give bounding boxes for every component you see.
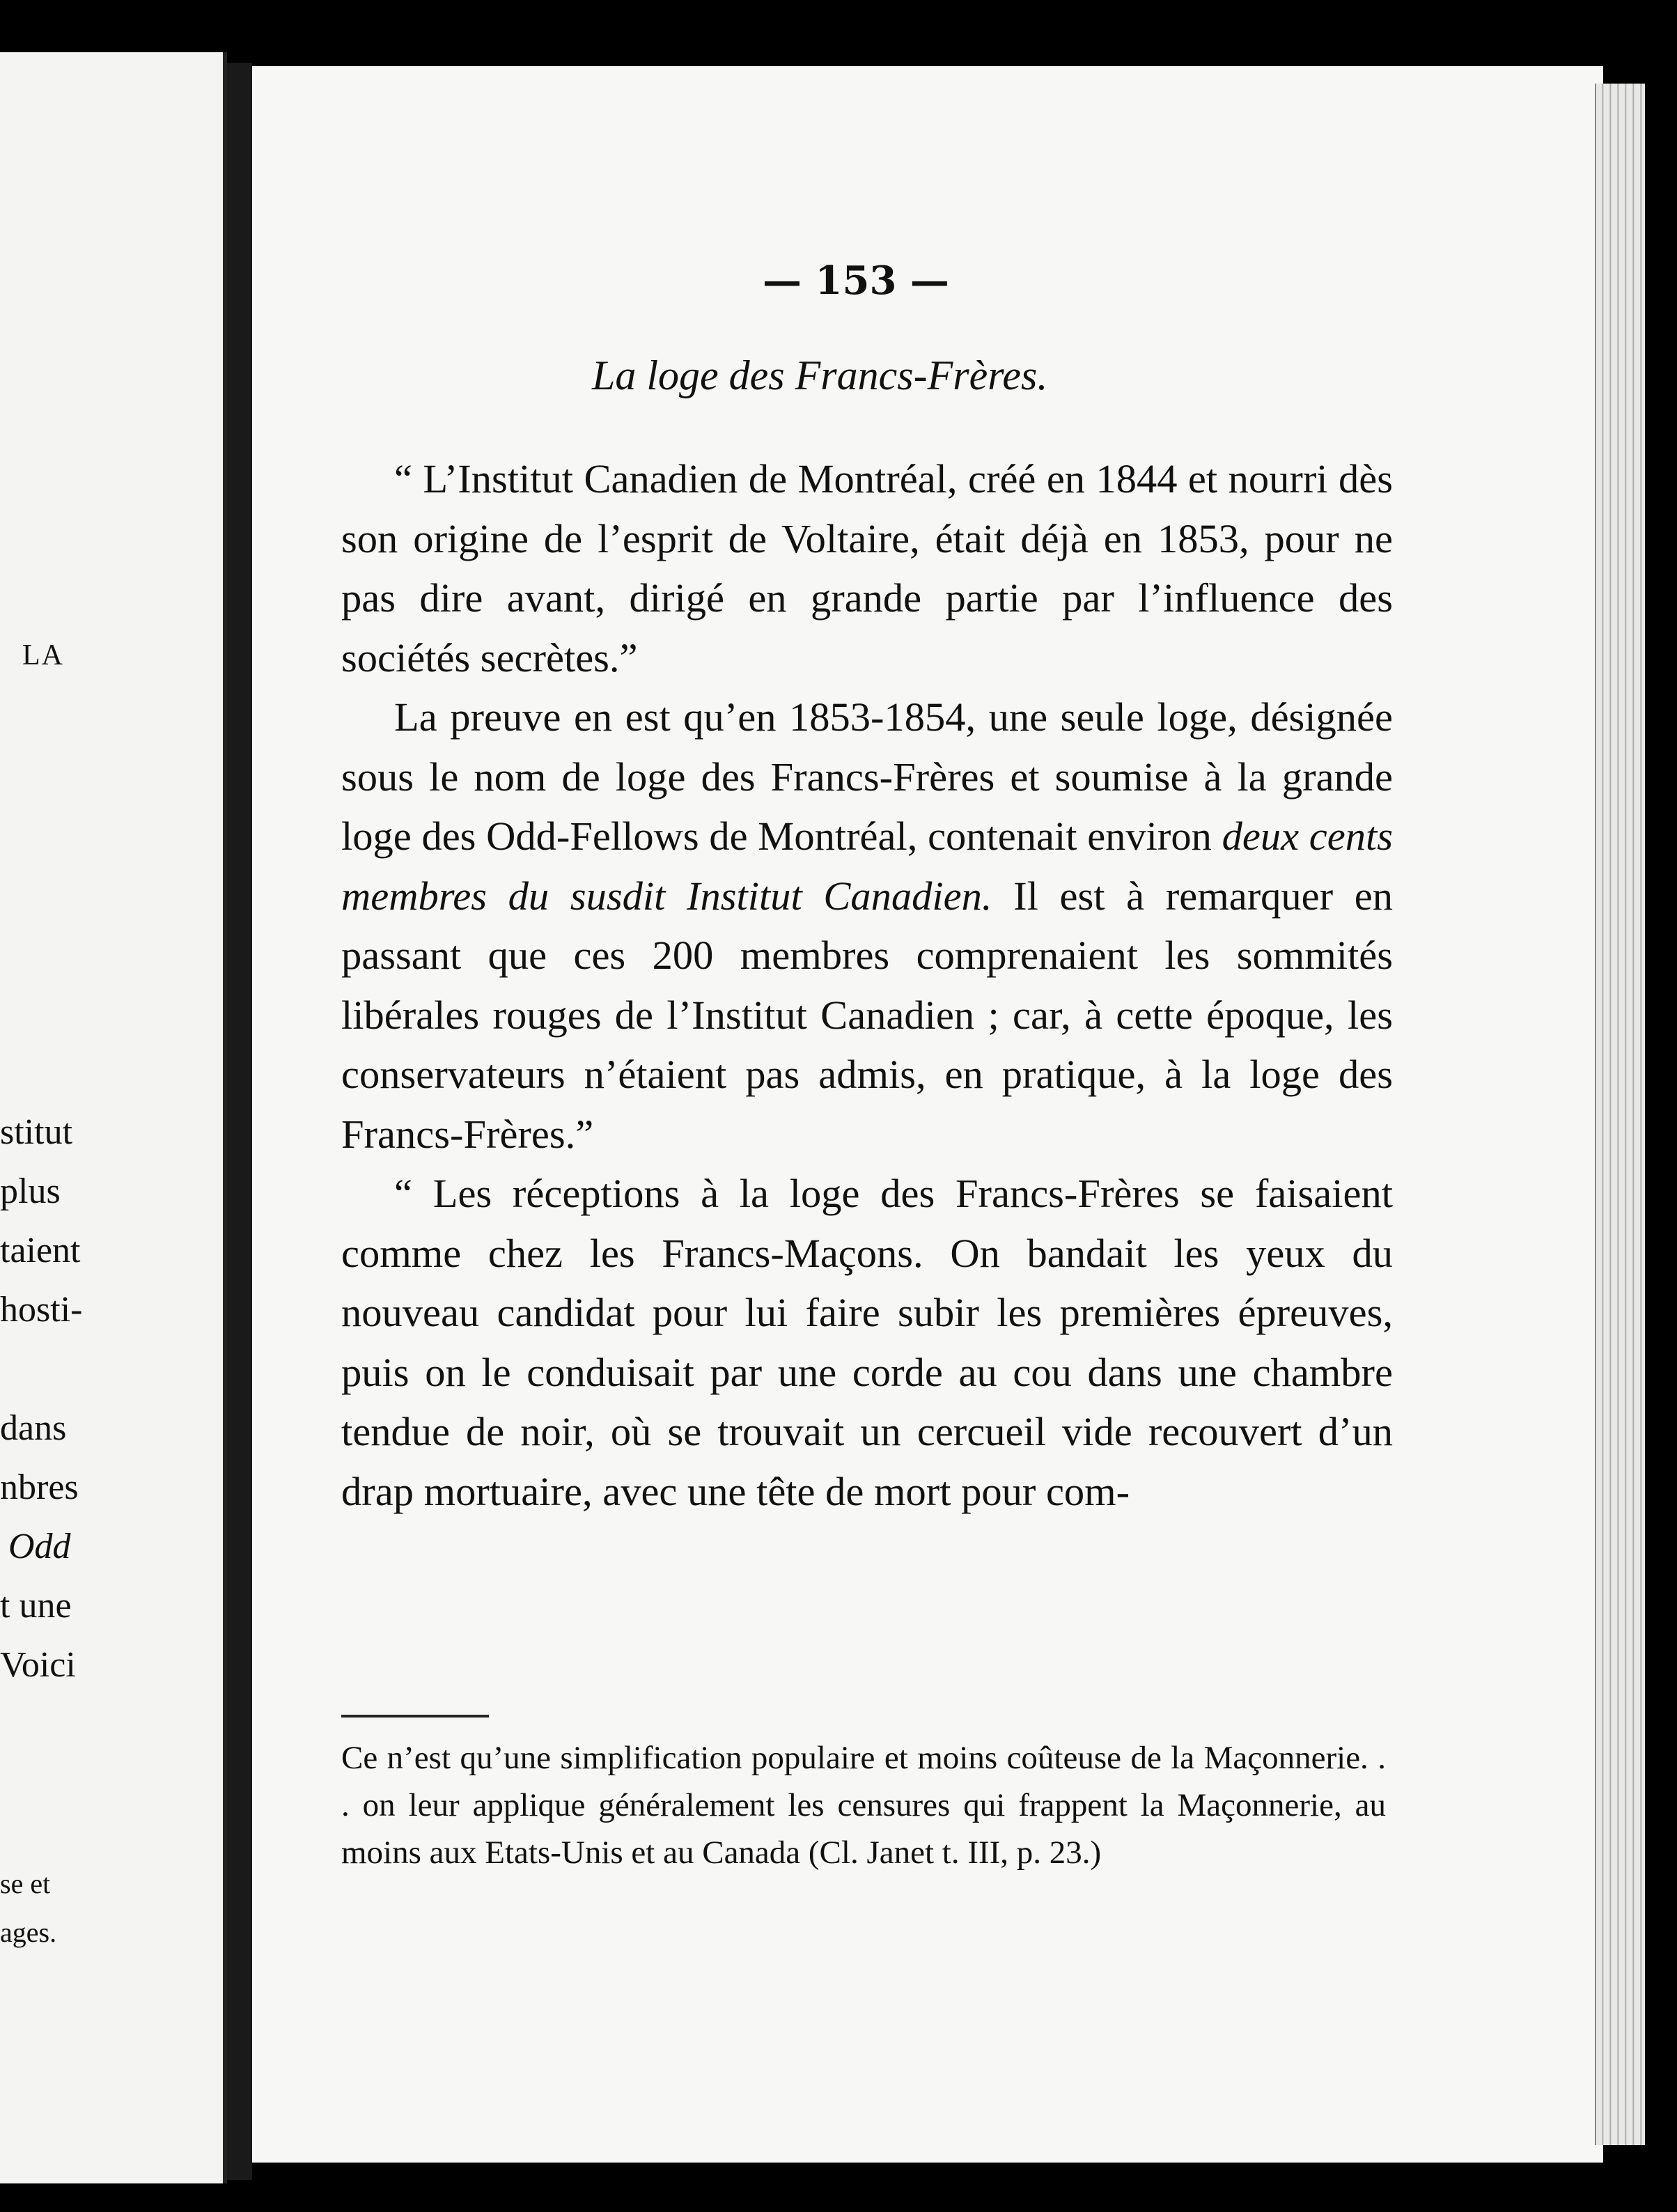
paragraph: “ L’Institut Canadien de Montréal, créé en 1844 et nourri dès son origine de l’esprit de Voltaire, était déjà en 1853, pour ne pas dire avant, dirigé en grande partie par l’influence des sociétés secrètes.” <box>341 456 1393 680</box>
page-number: — 153 — <box>763 258 949 304</box>
footnote: Ce n’est qu’une simplification populaire et moins coûteuse de la Maçonnerie. . . on leur applique généralement les censures qui frappent la Maçonnerie, au moins aux Etats-Unis et au Canada (Cl. Janet t. III, p. 23.) <box>341 1740 1386 1871</box>
paragraph-text: La preuve en est qu’en 1853-1854, une seule loge, désignée sous le nom de loge des Francs-Frères et soumise à la grande loge des Odd-Fellows de Montréal, contenait environ <box>341 694 1393 859</box>
paragraph: “ Les réceptions à la loge des Francs-Frères se faisaient comme chez les Francs-Maçons. On bandait les yeux du nouveau candidat pour lui faire subir les premières épreuves, puis on le conduisait par une corde au cou dans une chambre tendue de noir, où se trouvait un cercueil vide recouvert d’un drap mortuaire, avec une tête de mort pour com- <box>341 1171 1393 1514</box>
book-binding-gutter <box>227 63 252 2180</box>
left-page-fragment: t une <box>0 1586 72 1626</box>
left-page-fragment: stitut <box>0 1112 73 1152</box>
footnote-divider <box>341 1715 489 1718</box>
left-page-fragment: hosti- <box>0 1290 83 1330</box>
paragraph <box>341 687 1393 1164</box>
section-heading: La loge des Francs-Frères. <box>592 352 1048 398</box>
left-page-fragment: LA <box>22 639 64 671</box>
body-text <box>341 449 1393 1521</box>
left-page-fragment: se et <box>0 1868 51 1899</box>
left-page-fragment: nbres <box>0 1467 79 1507</box>
left-page-fragment: plus <box>0 1171 61 1211</box>
left-page-fragment: Odd <box>8 1527 71 1566</box>
left-facing-page <box>0 52 227 2183</box>
paragraph-emphasis: deux cents membres du susdit Institut Canadien. <box>341 813 1393 919</box>
page-edges <box>1595 84 1645 2145</box>
left-page-fragment: Voici <box>0 1645 76 1685</box>
left-page-fragment: dans <box>0 1408 67 1448</box>
left-page-fragment: ages. <box>0 1917 57 1948</box>
paragraph-text: Il est à remarquer en passant que ces 200 membres comprenaient les sommités libérales rouges de l’Institut Canadien ; car, à cette époque, les conservateurs n’étaient pas admis, en pratique, à la loge des Francs-Frères.” <box>341 873 1393 1157</box>
left-page-fragment: taient <box>0 1231 81 1270</box>
